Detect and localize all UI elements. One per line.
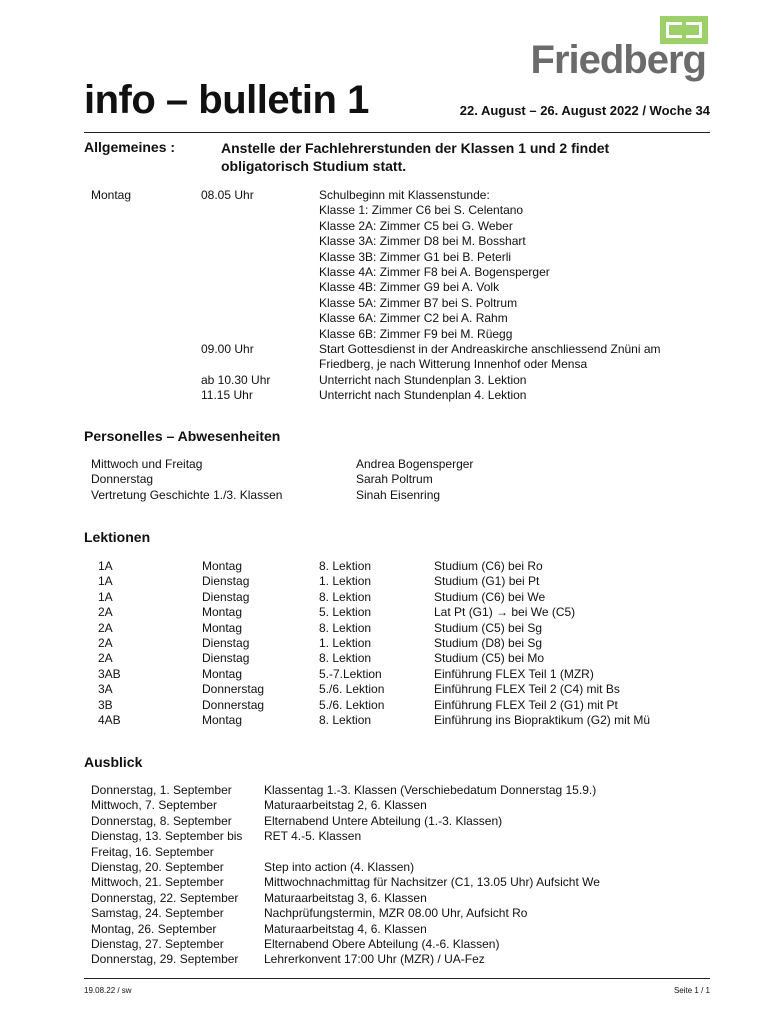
page-number: Seite 1 / 1 bbox=[673, 986, 710, 995]
ausblick-event: Elternabend Obere Abteilung (4.-6. Klassen) bbox=[264, 936, 500, 951]
schedule-time: 11.15 Uhr bbox=[201, 388, 253, 403]
lektion-row bbox=[98, 636, 718, 651]
absence-row bbox=[91, 488, 711, 503]
absence-who: Sarah Poltrum bbox=[356, 472, 433, 487]
lektion-row bbox=[98, 574, 718, 589]
ausblick-row bbox=[91, 814, 711, 829]
lektion-info: Studium (C5) bei Mo bbox=[434, 651, 545, 666]
lektion-row bbox=[98, 713, 718, 728]
schedule-row bbox=[91, 219, 711, 234]
lektionen-table bbox=[98, 559, 718, 728]
schedule-text: Friedberg, je nach Witterung Innenhof oder Mensa bbox=[319, 357, 588, 372]
personelles-heading: Personelles – Abwesenheiten bbox=[84, 428, 281, 444]
ausblick-row bbox=[91, 906, 711, 921]
header-divider bbox=[84, 132, 710, 133]
lektion-klasse: 3A bbox=[98, 682, 113, 697]
ausblick-date: Samstag, 24. September bbox=[91, 906, 224, 921]
ausblick-date: Dienstag, 20. September bbox=[91, 859, 224, 874]
friedberg-logo bbox=[488, 16, 708, 80]
lektion-info: Studium (C6) bei We bbox=[434, 589, 546, 604]
ausblick-date: Dienstag, 13. September bis bbox=[91, 829, 243, 844]
schedule-day: Montag bbox=[91, 188, 132, 202]
ausblick-event: Maturaarbeitstag 3, 6. Klassen bbox=[264, 890, 427, 905]
lektion-row bbox=[98, 605, 718, 620]
schedule-row bbox=[91, 373, 711, 388]
schedule-text: Klasse 6B: Zimmer F9 bei M. Rüegg bbox=[319, 326, 513, 341]
lektion-klasse: 2A bbox=[98, 620, 113, 635]
lektion-nummer: 1. Lektion bbox=[319, 635, 372, 650]
schedule-text: Klasse 5A: Zimmer B7 bei S. Poltrum bbox=[319, 295, 518, 310]
lektion-nummer: 8. Lektion bbox=[319, 712, 372, 727]
lektion-info: Studium (C6) bei Ro bbox=[434, 559, 543, 573]
absence-row bbox=[91, 472, 711, 487]
schedule-text: Unterricht nach Stundenplan 3. Lektion bbox=[319, 372, 527, 387]
lektion-klasse: 1A bbox=[98, 589, 113, 604]
ausblick-event: Klassentag 1.-3. Klassen (Verschiebedatum Donnerstag 15.9.) bbox=[264, 783, 597, 797]
lektion-nummer: 5. Lektion bbox=[319, 605, 372, 620]
bulletin-title: info – bulletin 1 bbox=[84, 78, 369, 122]
lektion-klasse: 3AB bbox=[98, 666, 121, 681]
ausblick-date: Donnerstag, 1. September bbox=[91, 783, 232, 797]
schedule-row bbox=[91, 327, 711, 342]
lektion-tag: Dienstag bbox=[202, 651, 250, 666]
lektion-info: Einführung FLEX Teil 1 (MZR) bbox=[434, 666, 594, 681]
ausblick-event: Mittwochnachmittag für Nachsitzer (C1, 13.05 Uhr) Aufsicht We bbox=[264, 875, 600, 890]
ausblick-date: Mittwoch, 7. September bbox=[91, 798, 218, 813]
schedule-text: Klasse 4B: Zimmer G9 bei A. Volk bbox=[319, 280, 500, 295]
lektion-nummer: 8. Lektion bbox=[319, 589, 372, 604]
schedule-row bbox=[91, 357, 711, 372]
ausblick-heading: Ausblick bbox=[84, 754, 143, 770]
lektion-tag: Montag bbox=[202, 620, 243, 635]
lektion-info: Einführung FLEX Teil 2 (C4) mit Bs bbox=[434, 682, 620, 697]
lektion-row bbox=[98, 559, 718, 574]
lektionen-heading: Lektionen bbox=[84, 529, 151, 545]
schedule-row bbox=[91, 188, 711, 203]
ausblick-row bbox=[91, 875, 711, 890]
schedule-time: 08.05 Uhr bbox=[201, 188, 254, 202]
absence-when: Vertretung Geschichte 1./3. Klassen bbox=[91, 487, 283, 502]
ausblick-row bbox=[91, 937, 711, 952]
ausblick-row bbox=[91, 922, 711, 937]
ausblick-row bbox=[91, 829, 711, 844]
ausblick-event: Nachprüfungstermin, MZR 08.00 Uhr, Aufsicht Ro bbox=[264, 906, 528, 921]
lektion-row bbox=[98, 651, 718, 666]
date-range: 22. August – 26. August 2022 / Woche 34 bbox=[459, 103, 710, 118]
ausblick-date: Dienstag, 27. September bbox=[91, 936, 224, 951]
lektion-info: Studium (C5) bei Sg bbox=[434, 620, 543, 635]
ausblick-row bbox=[91, 952, 711, 967]
schedule-text: Klasse 3A: Zimmer D8 bei M. Bosshart bbox=[319, 234, 526, 249]
lektion-row bbox=[98, 698, 718, 713]
ausblick-event: Maturaarbeitstag 2, 6. Klassen bbox=[264, 798, 427, 813]
lektion-info: Lat Pt (G1) → bei We (C5) bbox=[434, 605, 576, 620]
absences-list bbox=[91, 457, 711, 503]
ausblick-date: Freitag, 16. September bbox=[91, 844, 214, 859]
lektion-klasse: 2A bbox=[98, 605, 113, 620]
schedule-text: Klasse 3B: Zimmer G1 bei B. Peterli bbox=[319, 249, 512, 264]
ausblick-row bbox=[91, 845, 711, 860]
ausblick-event: Maturaarbeitstag 4, 6. Klassen bbox=[264, 921, 427, 936]
absence-when: Mittwoch und Freitag bbox=[91, 457, 203, 471]
ausblick-date: Mittwoch, 21. September bbox=[91, 875, 224, 890]
lektion-tag: Montag bbox=[202, 666, 243, 681]
absence-when: Donnerstag bbox=[91, 472, 154, 487]
ausblick-date: Montag, 26. September bbox=[91, 921, 217, 936]
monday-schedule bbox=[91, 188, 711, 403]
schedule-row bbox=[91, 311, 711, 326]
ausblick-row bbox=[91, 798, 711, 813]
ausblick-event: Elternabend Untere Abteilung (1.-3. Klassen) bbox=[264, 813, 503, 828]
ausblick-row bbox=[91, 783, 711, 798]
ausblick-event: Lehrerkonvent 17:00 Uhr (MZR) / UA-Fez bbox=[264, 952, 485, 967]
schedule-row bbox=[91, 296, 711, 311]
schedule-row bbox=[91, 234, 711, 249]
lektion-nummer: 8. Lektion bbox=[319, 651, 372, 666]
schedule-time: 09.00 Uhr bbox=[201, 341, 254, 356]
lektion-tag: Montag bbox=[202, 712, 243, 727]
schedule-text: Klasse 2A: Zimmer C5 bei G. Weber bbox=[319, 218, 513, 233]
schedule-text: Klasse 1: Zimmer C6 bei S. Celentano bbox=[319, 203, 524, 218]
allgemeines-text: Anstelle der Fachlehrerstunden der Klassen 1 und 2 findet obligatorisch Studium statt. bbox=[221, 140, 610, 174]
ausblick-date: Donnerstag, 22. September bbox=[91, 890, 239, 905]
absence-who: Andrea Bogensperger bbox=[356, 457, 474, 471]
schedule-text: Unterricht nach Stundenplan 4. Lektion bbox=[319, 388, 527, 403]
schedule-row bbox=[91, 265, 711, 280]
lektion-info: Studium (G1) bei Pt bbox=[434, 574, 540, 589]
lektion-row bbox=[98, 682, 718, 697]
lektion-info: Einführung ins Biopraktikum (G2) mit Mü bbox=[434, 712, 651, 727]
ausblick-list bbox=[91, 783, 711, 968]
lektion-klasse: 1A bbox=[98, 574, 113, 589]
lektion-nummer: 5.-7.Lektion bbox=[319, 666, 382, 681]
lektion-tag: Dienstag bbox=[202, 574, 250, 589]
footer-divider bbox=[84, 978, 710, 979]
lektion-info: Einführung FLEX Teil 2 (G1) mit Pt bbox=[434, 697, 618, 712]
lektion-klasse: 3B bbox=[98, 697, 113, 712]
lektion-klasse: 2A bbox=[98, 635, 113, 650]
lektion-nummer: 5./6. Lektion bbox=[319, 697, 385, 712]
lektion-nummer: 8. Lektion bbox=[319, 559, 372, 573]
lektion-tag: Dienstag bbox=[202, 635, 250, 650]
lektion-nummer: 5./6. Lektion bbox=[319, 682, 385, 697]
ausblick-event: RET 4.-5. Klassen bbox=[264, 829, 362, 844]
lektion-klasse: 4AB bbox=[98, 712, 121, 727]
ausblick-row bbox=[91, 860, 711, 875]
absence-row bbox=[91, 457, 711, 472]
lektion-klasse: 1A bbox=[98, 559, 113, 573]
absence-who: Sinah Eisenring bbox=[356, 487, 441, 502]
ausblick-date: Donnerstag, 8. September bbox=[91, 813, 232, 828]
ausblick-event: Step into action (4. Klassen) bbox=[264, 859, 415, 874]
lektion-nummer: 1. Lektion bbox=[319, 574, 372, 589]
lektion-row bbox=[98, 590, 718, 605]
ausblick-date: Donnerstag, 29. September bbox=[91, 952, 239, 967]
lektion-klasse: 2A bbox=[98, 651, 113, 666]
schedule-text: Klasse 4A: Zimmer F8 bei A. Bogensperger bbox=[319, 264, 550, 279]
allgemeines-label: Allgemeines : bbox=[84, 139, 176, 155]
schedule-time: ab 10.30 Uhr bbox=[201, 372, 271, 387]
logo-wordmark: Friedberg bbox=[530, 38, 706, 82]
lektion-tag: Dienstag bbox=[202, 589, 250, 604]
schedule-row bbox=[91, 342, 711, 357]
lektion-row bbox=[98, 667, 718, 682]
lektion-tag: Montag bbox=[202, 605, 243, 620]
schedule-row bbox=[91, 388, 711, 403]
footer-date: 19.08.22 / sw bbox=[84, 986, 132, 995]
lektion-tag: Montag bbox=[202, 559, 243, 573]
ausblick-row bbox=[91, 891, 711, 906]
lektion-nummer: 8. Lektion bbox=[319, 620, 372, 635]
lektion-row bbox=[98, 621, 718, 636]
lektion-info: Studium (D8) bei Sg bbox=[434, 635, 543, 650]
schedule-row bbox=[91, 203, 711, 218]
schedule-text: Schulbeginn mit Klassenstunde: bbox=[319, 188, 490, 202]
schedule-text: Start Gottesdienst in der Andreaskirche anschliessend Znüni am bbox=[319, 341, 661, 356]
lektion-tag: Donnerstag bbox=[202, 697, 265, 712]
lektion-tag: Donnerstag bbox=[202, 682, 265, 697]
schedule-row bbox=[91, 250, 711, 265]
schedule-text: Klasse 6A: Zimmer C2 bei A. Rahm bbox=[319, 311, 508, 326]
schedule-row bbox=[91, 280, 711, 295]
